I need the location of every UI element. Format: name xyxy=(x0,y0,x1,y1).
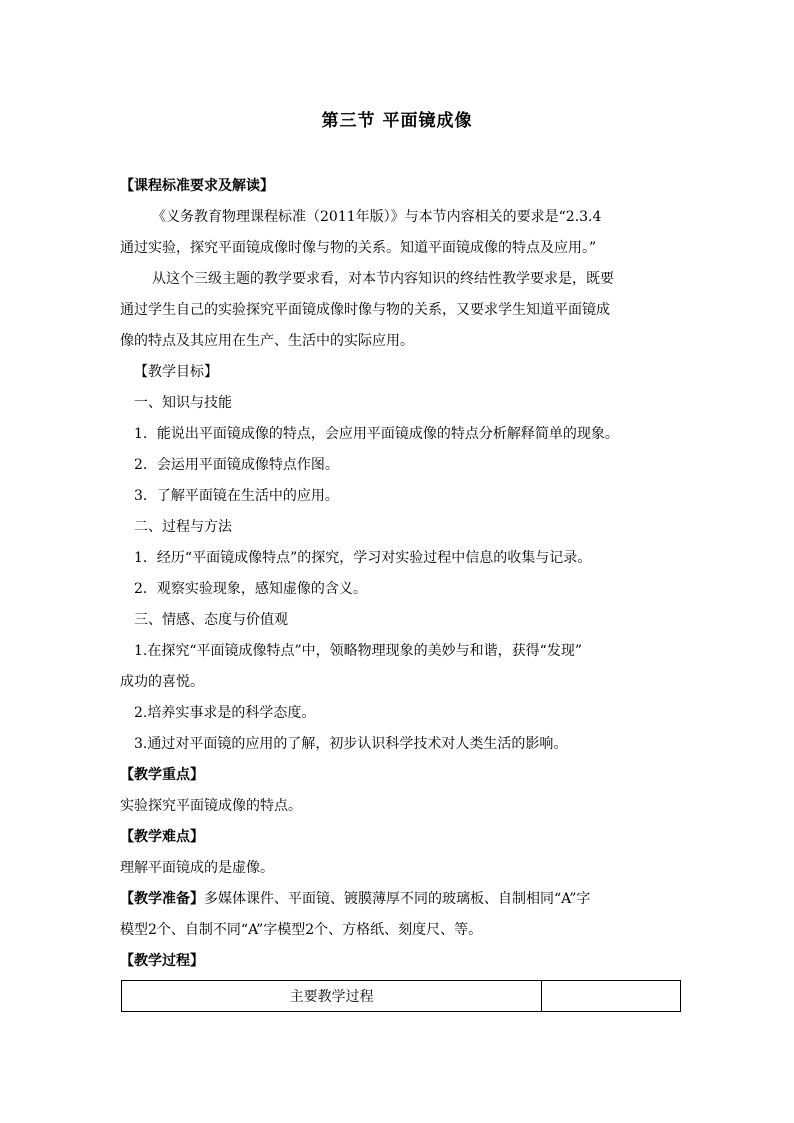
focus-heading: 【教学重点】 xyxy=(120,767,204,783)
difficulty-heading: 【教学难点】 xyxy=(120,829,204,845)
goal3-item-2: 2.培养实事求是的科学态度。 xyxy=(134,705,316,721)
process-table xyxy=(121,980,681,1012)
process-heading: 【教学过程】 xyxy=(120,953,204,969)
table-header-main: 主要教学过程 xyxy=(122,981,542,1012)
prep-text-line-1: 多媒体课件、平面镜、镀膜薄厚不同的玻璃板、自制相同“A”字 xyxy=(204,891,591,907)
goal1-item-3: 3．了解平面镜在生活中的应用。 xyxy=(134,488,339,504)
standard-paragraph-2-line-3: 像的特点及其应用在生产、生活中的实际应用。 xyxy=(120,333,414,349)
prep-heading: 【教学准备】 xyxy=(120,891,204,907)
standard-paragraph-1-line-1: 《义务教育物理课程标准（2011年版）》与本节内容相关的要求是“2.3.4 xyxy=(152,209,602,225)
table-header-side xyxy=(542,981,681,1012)
goal3-item-3: 3.通过对平面镜的应用的了解，初步认识科学技术对人类生活的影响。 xyxy=(134,736,568,752)
standard-paragraph-2-line-1: 从这个三级主题的教学要求看，对本节内容知识的终结性教学要求是，既要 xyxy=(152,271,614,287)
goal1-heading: 一、知识与技能 xyxy=(134,395,232,411)
goal3-item-1-line-1: 1.在探究“平面镜成像特点”中，领略物理现象的美妙与和谐，获得“发现” xyxy=(134,643,582,659)
standard-paragraph-1-line-2: 通过实验，探究平面镜成像时像与物的关系。知道平面镜成像的特点及应用。” xyxy=(120,240,597,256)
goal1-item-2: 2．会运用平面镜成像特点作图。 xyxy=(134,457,339,473)
goal2-item-1: 1．经历“平面镜成像特点”的探究，学习对实验过程中信息的收集与记录。 xyxy=(134,550,592,566)
prep-text-line-2: 模型2个、自制不同“A”字模型2个、方格纸、刻度尺、等。 xyxy=(120,922,483,938)
page-title: 第三节 平面镜成像 xyxy=(321,111,473,131)
prep-line-1 xyxy=(120,889,680,909)
goals-heading: 【教学目标】 xyxy=(134,364,218,380)
focus-text: 实验探究平面镜成像的特点。 xyxy=(120,798,302,814)
goal3-item-1-line-2: 成功的喜悦。 xyxy=(120,674,204,690)
goal1-item-1: 1．能说出平面镜成像的特点，会应用平面镜成像的特点分析解释简单的现象。 xyxy=(134,426,619,442)
table-row xyxy=(122,981,681,1012)
goal2-item-2: 2．观察实验现象，感知虚像的含义。 xyxy=(134,581,367,597)
goal2-heading: 二、过程与方法 xyxy=(134,519,232,535)
standard-paragraph-2-line-2: 通过学生自己的实验探究平面镜成像时像与物的关系，又要求学生知道平面镜成 xyxy=(120,302,610,318)
goal3-heading: 三、情感、态度与价值观 xyxy=(134,612,288,628)
standard-heading: 【课程标准要求及解读】 xyxy=(120,178,274,194)
difficulty-text: 理解平面镜成的是虚像。 xyxy=(120,860,274,876)
